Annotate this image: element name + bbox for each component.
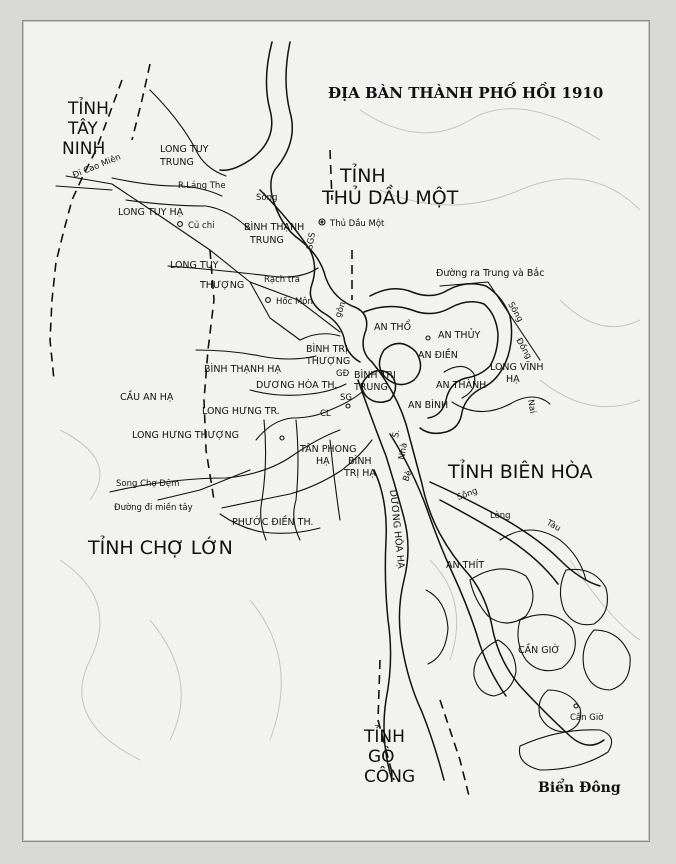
province-tay-ninh-line3: NINH — [62, 139, 106, 159]
province-thu-dau-mot-line2: THỦ DẦU MỘT — [322, 187, 459, 209]
river-nha-be-1: S. — [391, 428, 403, 439]
river-long-tau-3: Tàu — [544, 517, 563, 534]
province-boundaries — [50, 64, 470, 800]
river-long-tau-2: Lòng — [490, 511, 511, 521]
province-bien-hoa: TỈNH BIÊN HÒA — [448, 461, 593, 483]
district-an-thit: AN THÍT — [446, 560, 485, 571]
district-phuoc-dien-th: PHƯỚC ĐIỀN TH. — [232, 517, 314, 528]
place-cl: CL — [320, 409, 331, 419]
district-long-vinh-ha-line2: HẠ — [506, 374, 520, 385]
province-labels — [62, 96, 593, 787]
sg-marker — [346, 404, 350, 408]
district-binh-tri-ha-line2: TRỊ HẠ — [344, 468, 376, 479]
district-duong-hoa-th: DƯƠNG HÒA TH. — [256, 380, 338, 391]
an-dien-marker — [426, 336, 430, 340]
district-binh-thanh-trung-line1: BÌNH THẠNH — [244, 222, 305, 233]
river-song-dong-nai-3: Nai — [525, 398, 538, 415]
district-long-hung-tr: LONG HƯNG TR. — [202, 406, 280, 417]
district-binh-tri-thuong-line1: BÌNH TRỊ — [306, 344, 348, 355]
cu-chi-marker — [178, 222, 183, 227]
river-sgs: SGS — [305, 231, 318, 251]
province-go-cong-line1: TỈNH — [364, 727, 405, 747]
province-cho-lon: TỈNH CHỢ LỚN — [88, 537, 233, 559]
place-can-gio-town: Cần Giờ — [570, 713, 604, 723]
district-binh-thanh-ha: BÌNH THẠNH HẠ — [204, 364, 281, 375]
river-song-cho-dem: Song Chợ Đệm — [116, 479, 180, 489]
place-sg: SG — [340, 393, 352, 403]
road-duong-ra-trung-bac: Đường ra Trung và Bắc — [436, 268, 545, 279]
river-nha-be-3: Bè — [401, 469, 415, 484]
district-long-tuy-thuong-line2: THƯỢNG — [200, 280, 245, 291]
district-binh-tri-ha-line1: BÌNH — [348, 456, 372, 467]
thu-dau-mot-center — [321, 221, 323, 223]
rivers-and-boundaries — [66, 42, 630, 780]
tan-phong-marker — [280, 436, 284, 440]
district-long-tuy-thuong-line1: LONG TUY — [170, 260, 219, 271]
district-an-thuy: AN THỦY — [438, 330, 481, 341]
district-can-gio: CẦN GIỜ — [518, 645, 561, 656]
river-lang-the: R.Láng The — [178, 181, 226, 191]
road-di-cao-mien: Đi Cao Miên — [71, 152, 123, 181]
district-long-tuy-trung-line2: TRUNG — [160, 157, 194, 168]
district-binh-tri-trung-line2: TRUNG — [354, 382, 388, 393]
river-rach-tra: Rạch tra — [264, 275, 300, 285]
district-an-dien: AN ĐIỀN — [418, 350, 458, 361]
river-long-tau-1: Sông — [455, 486, 480, 503]
can-gio-marker — [574, 704, 578, 708]
district-long-tuy-trung-line1: LONG TUY — [160, 144, 209, 155]
district-binh-tri-trung-line1: BÌNH TRỊ — [354, 370, 396, 381]
sea-label-bien-dong: Biển Đông — [538, 780, 621, 796]
place-thu-dau-mot: Thủ Dầu Một — [330, 219, 385, 229]
district-tan-phong-ha-line2: HẠ — [316, 456, 330, 467]
province-go-cong-line2: GÒ — [368, 747, 395, 767]
place-hoc-mon: Hốc Môn — [276, 297, 313, 307]
district-an-tho: AN THỔ — [374, 322, 412, 333]
district-binh-thanh-trung-line2: TRUNG — [250, 235, 284, 246]
place-cu-chi: Củ chi — [188, 221, 215, 231]
district-long-hung-thuong: LONG HƯNG THƯỢNG — [132, 430, 239, 441]
district-cau-an-ha: CẦU AN HẠ — [120, 392, 174, 403]
province-go-cong-line3: CÔNG — [364, 767, 416, 787]
river-nha-be-2: Nhà — [397, 442, 410, 461]
district-tan-phong-ha-line1: TÂN PHONG — [300, 444, 357, 455]
river-song-dong-nai-2: Đồng — [513, 336, 534, 362]
district-binh-tri-thuong-line2: THƯỢNG — [306, 356, 351, 367]
province-tay-ninh-line2: TÂY — [68, 119, 98, 139]
hoc-mon-marker — [266, 298, 271, 303]
district-long-tuy-ha: LONG TUY HẠ — [118, 207, 184, 218]
district-duong-hoa-ha: DƯƠNG HÒA HẠ — [387, 489, 407, 570]
province-thu-dau-mot-line1: TỈNH — [340, 165, 386, 187]
river-song-dong-nai-1: Sông — [505, 300, 525, 325]
province-tay-ninh-line1: TỈNH — [68, 99, 109, 119]
district-long-vinh-ha-line1: LONG VĨNH — [490, 362, 544, 373]
road-duong-di-mien-tay: Đường đi miền tây — [114, 503, 193, 513]
river-song-saigon: Sông — [256, 193, 278, 203]
river-gon: gòn — [333, 300, 349, 320]
district-an-binh: AN BÌNH — [408, 400, 449, 411]
place-gd: GĐ — [336, 369, 350, 379]
district-an-thanh: AN THÀNH — [436, 380, 487, 391]
map-title: ĐỊA BÀN THÀNH PHỐ HỒI 1910 — [328, 84, 604, 102]
